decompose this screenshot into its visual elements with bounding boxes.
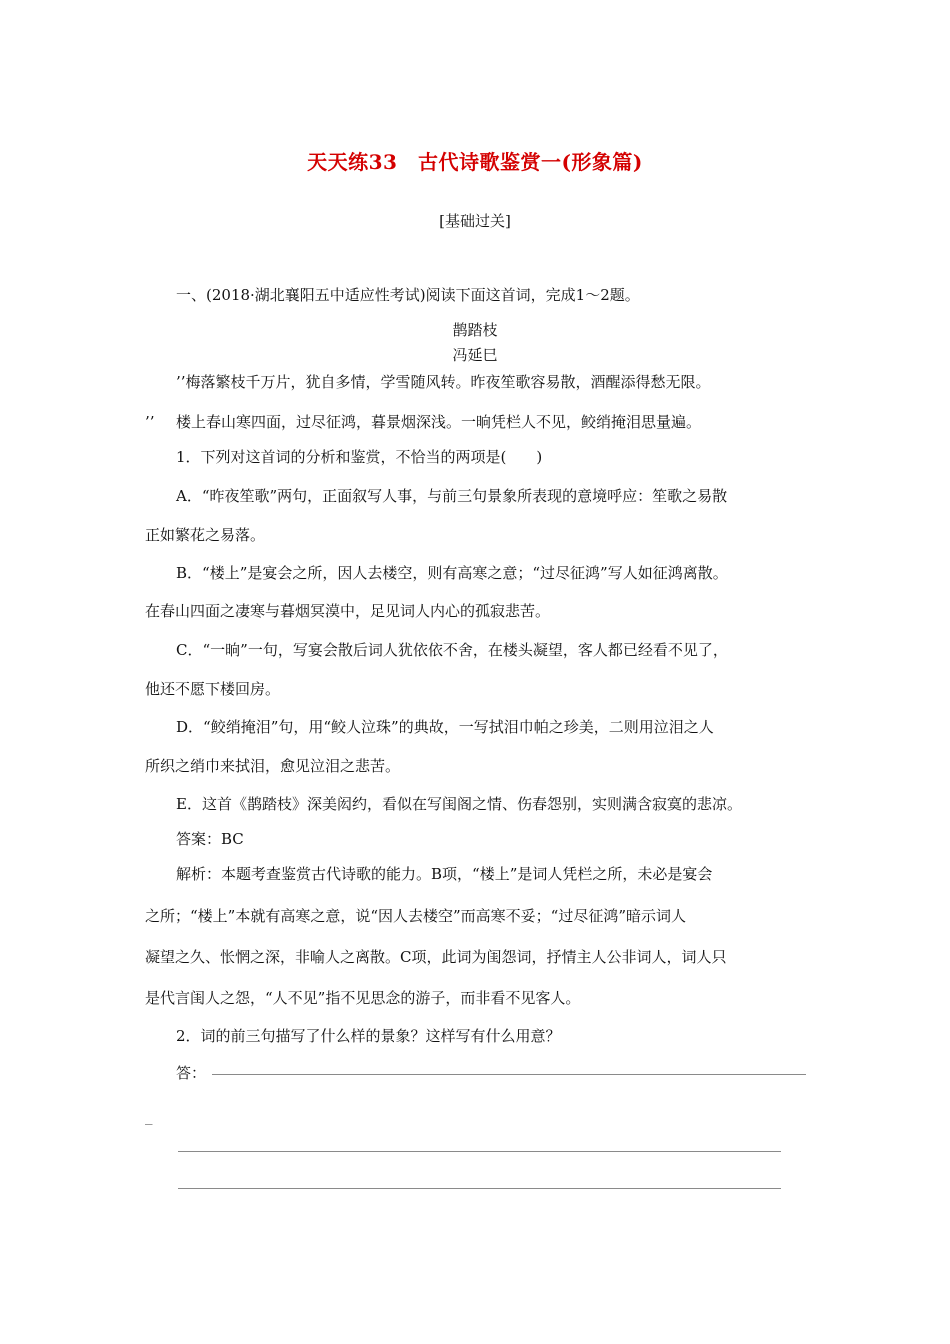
question-intro: 一、(2018·湖北襄阳五中适应性考试)阅读下面这首词，完成1～2题。 xyxy=(176,286,640,304)
answer-line-2[interactable] xyxy=(178,1151,781,1152)
poem-line-2-mark: ’’ xyxy=(145,413,155,431)
poem-author: 冯延巳 xyxy=(452,346,498,364)
poem-title: 鹊踏枝 xyxy=(452,321,498,339)
q1-explanation-4: 是代言闺人之怨，“人不见”指不见思念的游子，而非看不见客人。 xyxy=(145,989,581,1007)
answer-line-1[interactable] xyxy=(212,1074,806,1075)
stray-mark: _ xyxy=(145,1107,153,1125)
poem-line-2: 楼上春山寒四面，过尽征鸿，暮景烟深浅。一晌凭栏人不见，鲛绡掩泪思量遍。 xyxy=(176,413,702,431)
q1-explanation-3: 凝望之久、怅惘之深，非喻人之离散。C项，此词为闺怨词，抒情主人公非词人，词人只 xyxy=(145,948,727,966)
q2-stem: 2．词的前三句描写了什么样的景象？这样写有什么用意？ xyxy=(176,1027,561,1045)
q1-option-b: B．“楼上”是宴会之所，因人去楼空，则有高寒之意；“过尽征鸿”写人如征鸿离散。 xyxy=(176,564,728,582)
q1-option-c: C．“一晌”一句，写宴会散后词人犹依依不舍，在楼头凝望，客人都已经看不见了， xyxy=(176,641,728,659)
answer-line-3[interactable] xyxy=(178,1188,781,1189)
q1-option-a-cont: 正如繁花之易落。 xyxy=(145,526,266,544)
q1-explanation-2: 之所；“楼上”本就有高寒之意，说“因人去楼空”而高寒不妥；“过尽征鸿”暗示词人 xyxy=(145,907,687,925)
poem-line-1: ’’梅落繁枝千万片，犹自多情，学雪随风转。昨夜笙歌容易散，酒醒添得愁无限。 xyxy=(176,373,711,391)
q1-option-e: E．这首《鹊踏枝》深美闳约，看似在写闺阁之情、伤春怨别，实则满含寂寞的悲凉。 xyxy=(176,795,742,813)
q1-option-d-cont: 所织之绡巾来拭泪，愈见泣泪之悲苦。 xyxy=(145,757,401,775)
section-label: [基础过关] xyxy=(439,212,511,230)
q1-option-b-cont: 在春山四面之凄寒与暮烟冥漠中，足见词人内心的孤寂悲苦。 xyxy=(145,602,551,620)
q1-answer: 答案：BC xyxy=(176,830,244,848)
q2-answer-label: 答： xyxy=(176,1064,207,1082)
q1-option-a: A．“昨夜笙歌”两句，正面叙写人事，与前三句景象所表现的意境呼应：笙歌之易散 xyxy=(176,487,728,505)
q1-option-d: D．“鲛绡掩泪”句，用“鲛人泣珠”的典故，一写拭泪巾帕之珍美，二则用泣泪之人 xyxy=(176,718,714,736)
q1-explanation-1: 解析：本题考查鉴赏古代诗歌的能力。B项，“楼上”是词人凭栏之所，未必是宴会 xyxy=(176,865,713,883)
page-title: 天天练33 古代诗歌鉴赏一(形象篇) xyxy=(307,150,643,174)
q1-stem: 1．下列对这首词的分析和鉴赏，不恰当的两项是( ) xyxy=(176,448,543,466)
q1-option-c-cont: 他还不愿下楼回房。 xyxy=(145,680,281,698)
